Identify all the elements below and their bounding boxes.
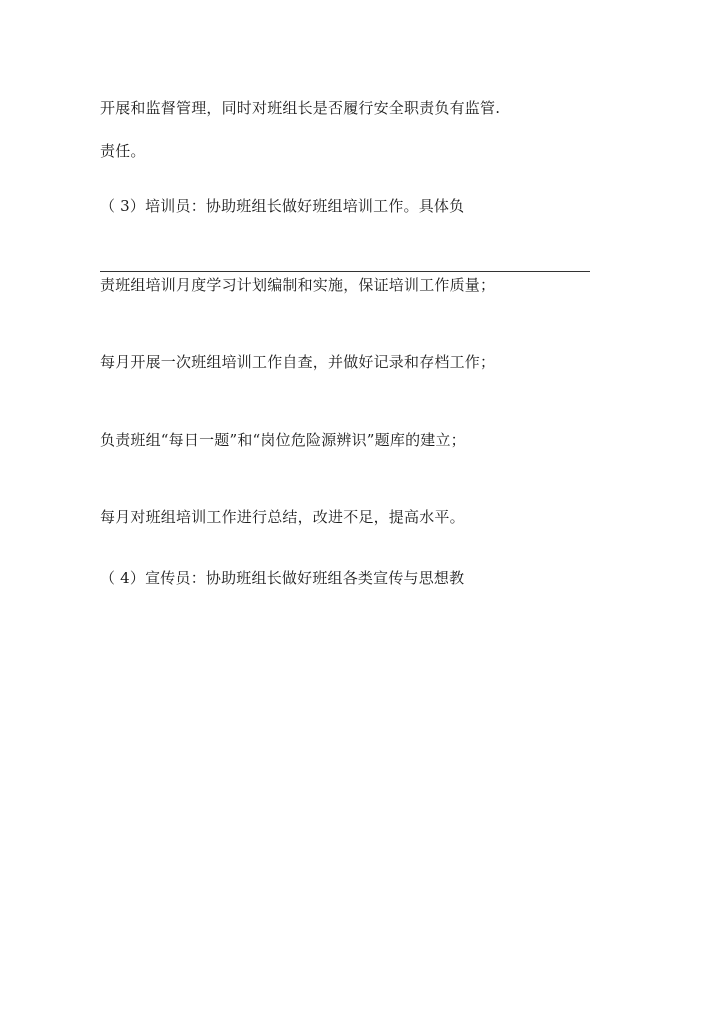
paragraph-line: 责任。 — [100, 142, 146, 160]
paragraph-line: 负责班组“每日一题”和“岗位危险源辨识”题库的建立； — [100, 431, 466, 449]
paragraph-line: 开展和监督管理，同时对班组长是否履行安全职责负有监管. — [100, 99, 501, 117]
paragraph-line: （ 3）培训员：协助班组长做好班组培训工作。具体负 — [100, 197, 465, 215]
paragraph-line: 责班组培训月度学习计划编制和实施，保证培训工作质量； — [100, 276, 496, 294]
paragraph-line: 每月开展一次班组培训工作自查，并做好记录和存档工作； — [100, 353, 496, 371]
paragraph-line: 每月对班组培训工作进行总结，改进不足，提高水平。 — [100, 508, 465, 526]
horizontal-rule — [100, 271, 590, 272]
paragraph-line: （ 4）宣传员：协助班组长做好班组各类宣传与思想教 — [100, 569, 465, 587]
